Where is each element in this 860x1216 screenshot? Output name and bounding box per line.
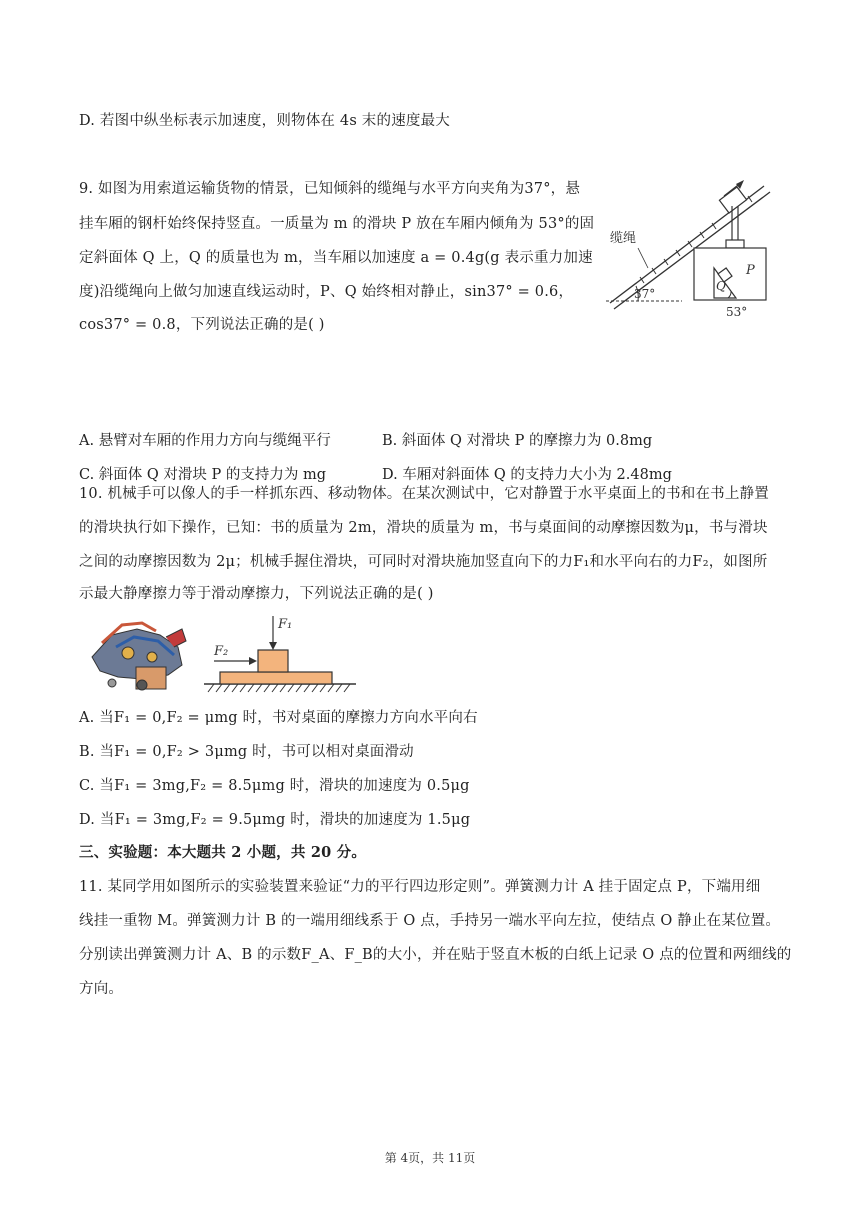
q10-line-4: 示最大静摩擦力等于滑动摩擦力，下列说法正确的是( ) [79,586,434,602]
angle-53-label: 53° [726,305,748,319]
q8-option-d: D. 若图中纵坐标表示加速度，则物体在 4s 末的速度最大 [79,113,451,129]
q11-line-3: 分别读出弹簧测力计 A、B 的示数F_A、F_B的大小，并在贴于竖直木板的白纸上记录 O 点的位置和两细线的 [79,947,792,963]
label-p: P [746,263,755,278]
q9-option-b: B. 斜面体 Q 对滑块 P 的摩擦力为 0.8mg [382,432,653,449]
q9-option-a: A. 悬臂对车厢的作用力方向与缆绳平行 [79,432,331,449]
q10-option-d: D. 当F₁ = 3mg,F₂ = 9.5μmg 时，滑块的加速度为 1.5μg [79,812,471,828]
q10-block-figure [202,612,358,694]
q9-line-1: 9. 如图为用索道运输货物的情景，已知倾斜的缆绳与水平方向夹角为37°，悬 [79,181,581,197]
q9-option-c: C. 斜面体 Q 对滑块 P 的支持力为 mg [79,466,327,483]
q10-option-a: A. 当F₁ = 0,F₂ = μmg 时，书对桌面的摩擦力方向水平向右 [79,710,478,726]
section-3-heading: 三、实验题：本大题共 2 小题，共 20 分。 [79,844,367,861]
rope-label: 缆绳 [610,231,637,246]
f1-label: F₁ [278,617,293,632]
label-q: Q [716,279,726,293]
q9-line-4: 度)沿缆绳向上做匀加速直线运动时，P、Q 始终相对静止，sin37° = 0.6， [79,284,574,300]
f2-label: F₂ [214,644,229,659]
page-footer: 第 4页，共 11页 [384,1151,476,1165]
q9-option-d: D. 车厢对斜面体 Q 的支持力大小为 2.48mg [382,466,672,483]
angle-37-label: 37° [634,287,656,301]
q9-line-5: cos37° = 0.8，下列说法正确的是( ) [79,317,325,333]
q11-line-2: 线挂一重物 M。弹簧测力计 B 的一端用细线系于 O 点，手持另一端水平向左拉，使结点 O 静止在某位置。 [79,913,781,929]
q10-line-1: 10. 机械手可以像人的手一样抓东西、移动物体。在某次测试中，它对静置于水平桌面上的书和在书上静置 [79,486,769,502]
q11-line-1: 11. 某同学用如图所示的实验装置来验证“力的平行四边形定则”。弹簧测力计 A 挂于固定点 P，下端用细 [79,879,761,895]
q10-line-3: 之间的动摩擦因数为 2μ；机械手握住滑块，可同时对滑块施加竖直向下的力F₁和水平向右的力F₂，如图所 [79,554,768,570]
q11-line-4: 方向。 [79,981,124,997]
q10-option-c: C. 当F₁ = 3mg,F₂ = 8.5μmg 时，滑块的加速度为 0.5μg [79,778,470,794]
q9-line-2: 挂车厢的钢杆始终保持竖直。一质量为 m 的滑块 P 放在车厢内倾角为 53°的固 [79,216,595,232]
q9-cableway-figure [604,178,776,320]
robot-hand-image [82,617,190,697]
q10-option-b: B. 当F₁ = 0,F₂ > 3μmg 时，书可以相对桌面滑动 [79,744,414,760]
q10-line-2: 的滑块执行如下操作，已知：书的质量为 2m，滑块的质量为 m，书与桌面间的动摩擦因数为μ，书与滑块 [79,520,768,536]
q9-line-3: 定斜面体 Q 上，Q 的质量也为 m，当车厢以加速度 a = 0.4g(g 表示重力加速 [79,250,593,266]
